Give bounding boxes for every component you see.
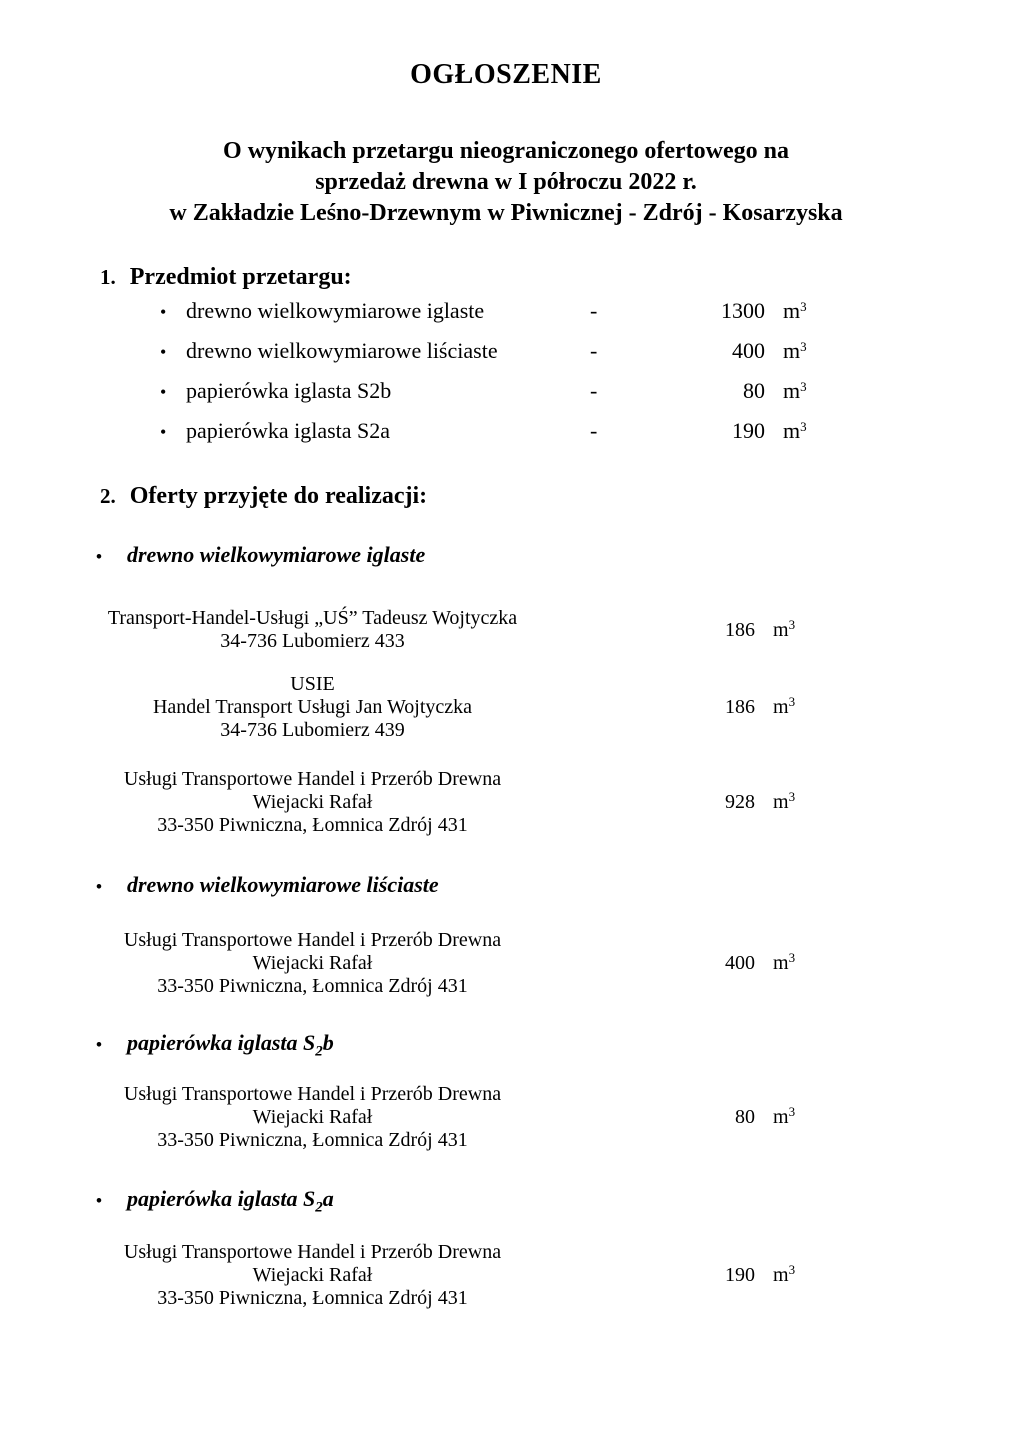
- unit-exponent: 3: [800, 298, 807, 314]
- offer-row: [60, 768, 1012, 837]
- unit-label: $m^3$: [773, 789, 796, 813]
- section-1-heading: [100, 263, 1012, 291]
- section-2-title: Oferty przyjęte do realizacji:: [129, 483, 428, 509]
- bullet-icon: •: [96, 1191, 102, 1210]
- offer-line: 34-736 Lubomierz 439: [220, 719, 405, 741]
- offer-value: 928: [725, 791, 755, 813]
- subject-value: 400: [732, 338, 765, 363]
- page-title: OGŁOSZENIE: [410, 59, 602, 90]
- category-label: drewno wielkowymiarowe liściaste: [127, 872, 439, 897]
- unit-exponent: 3: [800, 378, 807, 394]
- category-label: papierówka iglasta $S_2a$: [127, 1186, 334, 1216]
- offer-row: [60, 1083, 1012, 1152]
- offer-line: USIE: [290, 673, 335, 695]
- subject-label: papierówka iglasta S2a: [186, 418, 391, 443]
- offer-company: [60, 1083, 565, 1152]
- offer-row: [60, 673, 1012, 742]
- subject-value: 1300: [721, 298, 765, 323]
- section-2-number: 2.: [100, 484, 116, 508]
- bullet-icon: •: [96, 1035, 102, 1054]
- offer-line: 33-350 Piwniczna, Łomnica Zdrój 431: [157, 1129, 468, 1151]
- bullet-icon: •: [160, 342, 167, 362]
- unit-exponent: 3: [788, 694, 796, 710]
- offer-line: Wiejacki Rafał: [252, 952, 373, 974]
- offer-company: [60, 768, 565, 837]
- subject-row: [160, 379, 1012, 404]
- bullet-icon: •: [160, 302, 167, 322]
- unit-label: $m^3$: [773, 694, 796, 718]
- subject-row: [160, 299, 1012, 324]
- unit-exponent: 3: [788, 616, 796, 632]
- subtitle-line: w Zakładzie Leśno-Drzewnym w Piwnicznej - Zdrój - Kosarzyska: [169, 200, 843, 226]
- subject-row: [160, 339, 1012, 364]
- section-1-title: Przedmiot przetargu:: [129, 264, 352, 290]
- offer-row: [60, 929, 1012, 998]
- unit-label: $m^3$: [783, 378, 807, 403]
- subject-value: 80: [743, 378, 765, 403]
- offer-line: Usługi Transportowe Handel i Przerób Drewna: [123, 1083, 502, 1105]
- offer-line: 33-350 Piwniczna, Łomnica Zdrój 431: [157, 975, 468, 997]
- unit-label: $m^3$: [783, 298, 807, 323]
- dash-separator: -: [590, 378, 598, 403]
- unit-label: $m^3$: [773, 616, 796, 641]
- offer-line: Wiejacki Rafał: [252, 1264, 373, 1286]
- offer-line: Usługi Transportowe Handel i Przerób Drewna: [123, 929, 502, 951]
- category-heading-s2b: [96, 1030, 1012, 1060]
- unit-exponent: 3: [800, 338, 807, 354]
- unit-label: $m^3$: [783, 418, 807, 443]
- unit-label: $m^3$: [773, 1104, 796, 1128]
- category-heading-iglaste: [96, 542, 1012, 569]
- offer-company: [60, 1241, 565, 1310]
- subtitle-line: O wynikach przetargu nieograniczonego ofertowego na: [223, 138, 789, 164]
- subject-label: drewno wielkowymiarowe liściaste: [186, 338, 498, 363]
- unit-label: $m^3$: [773, 950, 796, 974]
- unit-label: $m^3$: [783, 338, 807, 363]
- unit-label: $m^3$: [773, 1262, 796, 1286]
- offer-value: 190: [725, 1264, 755, 1286]
- unit-exponent: 3: [788, 1104, 796, 1120]
- bullet-icon: •: [160, 382, 167, 402]
- section-2-heading: [100, 482, 1012, 510]
- offer-line: Handel Transport Usługi Jan Wojtyczka: [152, 696, 473, 718]
- bullet-icon: •: [96, 547, 102, 566]
- offer-value: 186: [725, 696, 755, 718]
- offer-line: Usługi Transportowe Handel i Przerób Drewna: [123, 768, 502, 790]
- offer-line: 33-350 Piwniczna, Łomnica Zdrój 431: [157, 1287, 468, 1309]
- offer-line: Wiejacki Rafał: [252, 791, 373, 813]
- offer-value: 400: [725, 952, 755, 974]
- offer-value: 80: [735, 1106, 755, 1128]
- dash-separator: -: [590, 338, 598, 363]
- dash-separator: -: [590, 418, 598, 443]
- offer-line: 34-736 Lubomierz 433: [220, 630, 405, 652]
- offer-line: Usługi Transportowe Handel i Przerób Drewna: [123, 1241, 502, 1263]
- subject-row: [160, 419, 1012, 444]
- offer-row: [60, 607, 1012, 653]
- dash-separator: -: [590, 298, 598, 323]
- offer-line: 33-350 Piwniczna, Łomnica Zdrój 431: [157, 814, 468, 836]
- bullet-icon: •: [96, 877, 102, 896]
- unit-exponent: 3: [788, 1262, 796, 1278]
- subject-label: papierówka iglasta S2b: [186, 378, 392, 403]
- unit-exponent: 3: [800, 418, 807, 434]
- subtitle-line: sprzedaż drewna w I półroczu 2022 r.: [315, 169, 697, 195]
- subject-value: 190: [732, 418, 765, 443]
- offer-company: [60, 607, 565, 653]
- section-1-number: 1.: [100, 265, 116, 289]
- bullet-icon: •: [160, 422, 167, 442]
- offer-company: [60, 673, 565, 742]
- offer-company: [60, 929, 565, 998]
- unit-exponent: 3: [788, 950, 796, 966]
- subject-label: drewno wielkowymiarowe iglaste: [186, 298, 485, 323]
- category-heading-s2a: [96, 1186, 1012, 1216]
- offer-line: Transport-Handel-Usługi „UŚ” Tadeusz Wojtyczka: [107, 607, 518, 629]
- unit-exponent: 3: [788, 789, 796, 805]
- subject-list: [0, 299, 1012, 444]
- offer-row: [60, 1241, 1012, 1310]
- page-subtitle: [0, 136, 1012, 229]
- category-heading-lisciaste: [96, 872, 1012, 899]
- offer-value: 186: [725, 618, 755, 641]
- category-label: drewno wielkowymiarowe iglaste: [127, 542, 426, 567]
- category-label: papierówka iglasta $S_2b$: [127, 1030, 334, 1060]
- offer-line: Wiejacki Rafał: [252, 1106, 373, 1128]
